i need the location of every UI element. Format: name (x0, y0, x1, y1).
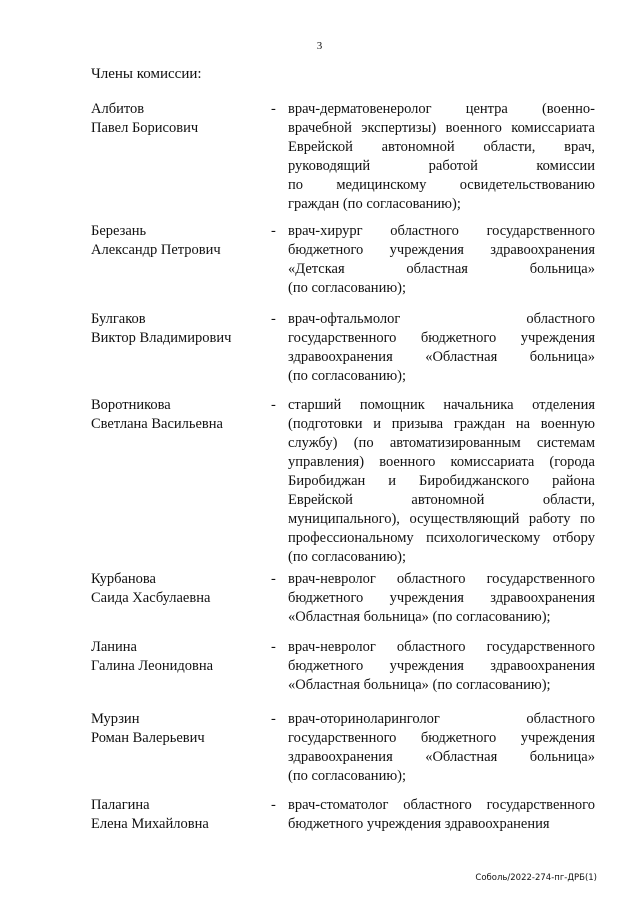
position-line: «Областная больница» (по согласованию); (288, 677, 551, 693)
member-given-names: Елена Михайловна (91, 816, 209, 832)
member-given-names: Светлана Васильевна (91, 416, 223, 432)
member-name (91, 310, 261, 348)
member-given-names: Павел Борисович (91, 120, 199, 136)
member-position (288, 570, 595, 627)
entry-dash: - (271, 711, 276, 727)
entry-dash: - (271, 797, 276, 813)
position-line: старший помощник начальника отделения (288, 397, 595, 413)
position-line: муниципального), осуществляющий работу по (288, 511, 595, 527)
position-line: врач-невролог областного государственного (288, 639, 595, 655)
member-surname: Ланина (91, 639, 137, 655)
member-position (288, 222, 595, 298)
member-position (288, 710, 595, 786)
position-line: здравоохранения «Областная больница» (288, 349, 595, 365)
entry-dash: - (271, 223, 276, 239)
position-line: граждан (по согласованию); (288, 196, 461, 212)
entry-dash: - (271, 101, 276, 117)
member-position (288, 100, 595, 214)
member-name (91, 638, 261, 676)
position-line: бюджетного учреждения здравоохранения (288, 658, 595, 674)
member-surname: Албитов (91, 101, 145, 117)
member-given-names: Роман Валерьевич (91, 730, 205, 746)
position-line: бюджетного учреждения здравоохранения (288, 242, 595, 258)
position-line: службу) (по автоматизированным системам (288, 435, 595, 451)
member-surname: Булгаков (91, 311, 146, 327)
page-number: 3 (316, 40, 323, 52)
member-surname: Березань (91, 223, 147, 239)
position-line: (по согласованию); (288, 768, 407, 784)
position-line: врач-невролог областного государственного (288, 571, 595, 587)
member-position (288, 310, 595, 386)
position-line: врач-стоматолог областного государственного (288, 797, 595, 813)
position-line: Биробиджан и Биробиджанского района (288, 473, 595, 489)
member-surname: Мурзин (91, 711, 140, 727)
position-line: (по согласованию); (288, 549, 407, 565)
position-line: врач-дерматовенеролог центра (военно- (288, 101, 595, 117)
position-line: управления) военного комиссариата (города (288, 454, 595, 470)
entry-dash: - (271, 397, 276, 413)
member-surname: Палагина (91, 797, 150, 813)
position-line: врач-оториноларинголог областного (288, 711, 595, 727)
member-position (288, 796, 595, 834)
member-given-names: Саида Хасбулаевна (91, 590, 211, 606)
section-title: Члены комиссии: (91, 66, 202, 82)
member-position (288, 396, 595, 567)
position-line: государственного бюджетного учреждения (288, 330, 595, 346)
position-line: «Детская областная больница» (288, 261, 595, 277)
member-name (91, 796, 261, 834)
member-name (91, 710, 261, 748)
position-line: профессиональному психологическому отбору (288, 530, 595, 546)
position-line: бюджетного учреждения здравоохранения (288, 816, 550, 832)
position-line: по медицинскому освидетельствованию (288, 177, 595, 193)
position-line: врач-офтальмолог областного (288, 311, 595, 327)
position-line: «Областная больница» (по согласованию); (288, 609, 551, 625)
member-name (91, 570, 261, 608)
position-line: (подготовки и призыва граждан на военную (288, 416, 595, 432)
member-name (91, 222, 261, 260)
document-code: Соболь/2022-274-пг-ДРБ(1) (475, 873, 597, 883)
position-line: Еврейской автономной области, врач, (288, 139, 595, 155)
position-line: Еврейской автономной области, (288, 492, 595, 508)
position-line: врачебной экспертизы) военного комиссариата (288, 120, 595, 136)
entry-dash: - (271, 639, 276, 655)
entry-dash: - (271, 311, 276, 327)
position-line: (по согласованию); (288, 368, 407, 384)
position-line: бюджетного учреждения здравоохранения (288, 590, 595, 606)
member-surname: Курбанова (91, 571, 156, 587)
member-name (91, 396, 261, 434)
member-position (288, 638, 595, 695)
position-line: здравоохранения «Областная больница» (288, 749, 595, 765)
member-given-names: Александр Петрович (91, 242, 221, 258)
entry-dash: - (271, 571, 276, 587)
position-line: руководящий работой комиссии (288, 158, 595, 174)
member-given-names: Галина Леонидовна (91, 658, 214, 674)
member-given-names: Виктор Владимирович (91, 330, 232, 346)
position-line: врач-хирург областного государственного (288, 223, 595, 239)
position-line: (по согласованию); (288, 280, 407, 296)
position-line: государственного бюджетного учреждения (288, 730, 595, 746)
member-surname: Воротникова (91, 397, 171, 413)
member-name (91, 100, 261, 138)
